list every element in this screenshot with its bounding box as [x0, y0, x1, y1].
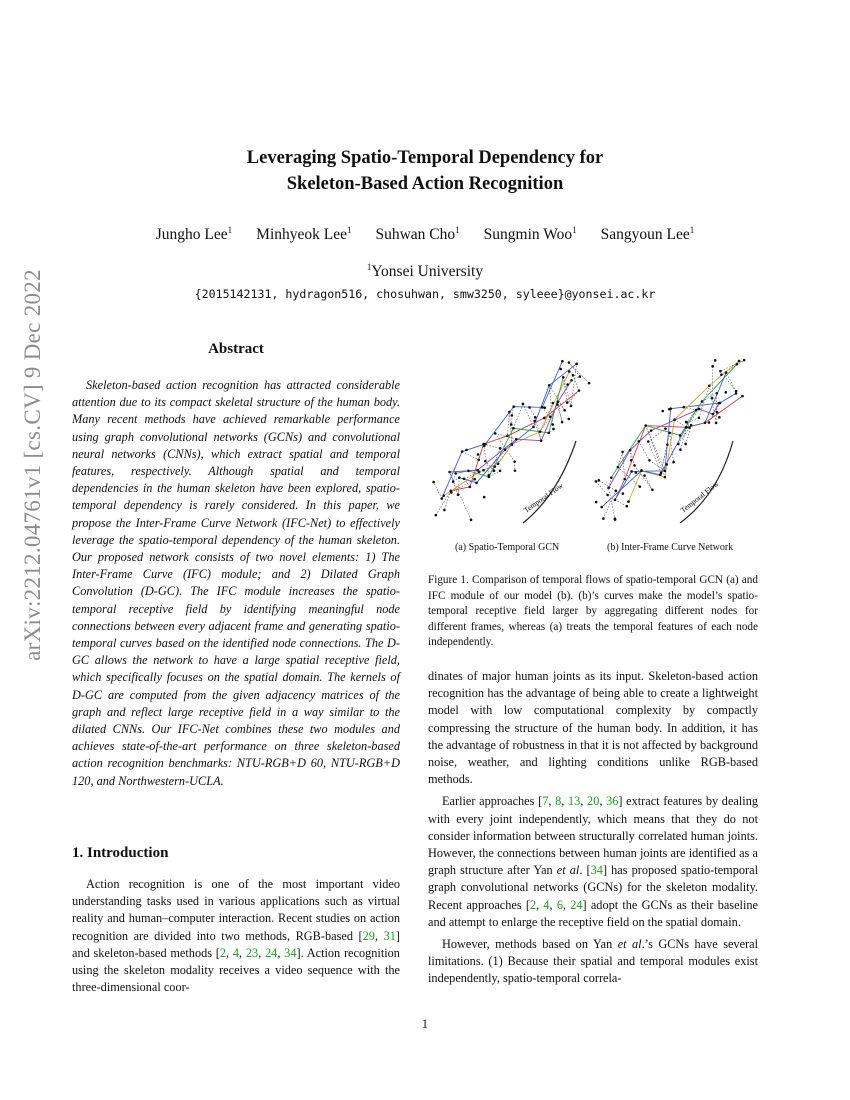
joint-node [473, 478, 476, 481]
joint-node [452, 480, 455, 483]
joint-node [664, 476, 667, 479]
joint-node [724, 391, 727, 394]
joint-node [695, 409, 698, 412]
joint-node [595, 501, 598, 504]
skeleton-bone [434, 482, 442, 498]
joint-node [638, 440, 641, 443]
joint-node [469, 486, 472, 489]
joint-node [454, 472, 457, 475]
arxiv-identifier [8, 255, 58, 675]
joint-node [738, 360, 741, 363]
joint-node [679, 434, 682, 437]
figure-1-caption: Figure 1. Comparison of temporal flows of spatio-temporal GCN (a) and IFC module of our model (b). (b)’s curves make the model’s spatio-temporal receptive field larger by aggregating different nodes for different frames, whereas (a) treats the temporal features of each node independently. [428, 574, 758, 649]
joint-node [539, 430, 542, 433]
joint-node [484, 460, 487, 463]
joint-node [635, 471, 638, 474]
joint-node [610, 476, 613, 479]
joint-node [643, 474, 646, 477]
author-list [0, 225, 850, 244]
joint-node [617, 466, 620, 469]
joint-node [627, 500, 630, 503]
joint-node [630, 470, 633, 473]
joint-node [719, 370, 722, 373]
joint-node [534, 416, 537, 419]
joint-node [578, 389, 581, 392]
joint-node [677, 443, 680, 446]
joint-node [457, 493, 460, 496]
joint-node [465, 449, 468, 452]
joint-node [514, 469, 517, 472]
citation-link[interactable]: 24 [265, 945, 278, 960]
panel-b-skeleton-sequence [595, 359, 746, 521]
joint-node [494, 432, 497, 435]
joint-node [664, 427, 667, 430]
joint-node [741, 395, 744, 398]
joint-node [488, 476, 491, 479]
joint-node [607, 486, 610, 489]
body-paragraph: dinates of major human joints as its input. Skeleton-based action recognition has the advantage of being able to create a lightweight model with low computational complexity by compactly compressing the structure of the human body. In addition, it has the advantage of robustness in that it is not affected by background noise, weather, and lighting conditions unlike RGB-based methods. [428, 669, 758, 787]
skeleton-bone [648, 442, 661, 473]
body-paragraph: However, methods based on Yan et al.’s GCNs have several limitations. (1) Because their spatial and temporal modules exist independently, spatio-temporal correla- [428, 937, 759, 986]
joint-node [711, 397, 714, 400]
joint-node [470, 519, 473, 522]
citation-link[interactable]: 4 [232, 945, 240, 960]
skeleton-bone [571, 364, 577, 406]
temporal-flow-label-b: Temporal Flow [678, 479, 721, 515]
joint-node [621, 451, 624, 454]
joint-node [679, 448, 682, 451]
skeleton-bone [609, 488, 616, 520]
joint-node [598, 479, 601, 482]
joint-node [511, 443, 514, 446]
joint-node [725, 371, 728, 374]
joint-node [566, 401, 569, 404]
author: Sangyoun Lee$^1$ [600, 225, 695, 243]
joint-node [504, 448, 507, 451]
panel-a-skeleton-sequence [432, 360, 590, 521]
joint-node [435, 514, 438, 517]
joint-node [661, 410, 664, 413]
joint-node [458, 476, 461, 479]
subcaption-a: (a) Spatio-Temporal GCN [455, 542, 560, 553]
joint-node [512, 405, 515, 408]
skeleton-bone [635, 465, 653, 489]
joint-node [559, 368, 562, 371]
joint-node [708, 421, 711, 424]
temporal-link [615, 396, 742, 500]
joint-node [557, 400, 560, 403]
joint-node [547, 432, 550, 435]
joint-node [512, 427, 515, 430]
citation-link[interactable]: 36 [606, 794, 619, 809]
skeleton-bone [675, 420, 687, 428]
skeleton-bone [712, 366, 713, 398]
joint-node [570, 405, 573, 408]
joint-node [602, 517, 605, 520]
joint-node [575, 363, 578, 366]
joint-node [568, 370, 571, 373]
citation-link[interactable]: 31 [383, 928, 396, 943]
skeleton-bone [509, 412, 512, 445]
joint-node [648, 459, 651, 462]
skeleton-bone [687, 410, 696, 422]
joint-node [669, 407, 672, 410]
joint-node [511, 414, 514, 417]
joint-node [665, 463, 668, 466]
joint-node [743, 359, 746, 362]
joint-node [510, 423, 513, 426]
skeleton-bone [726, 373, 736, 392]
joint-node [629, 449, 632, 452]
author: Minhyeok Lee$^1$ [256, 225, 352, 243]
author: Jungho Lee$^1$ [155, 225, 233, 243]
joint-node [568, 361, 571, 364]
joint-node [541, 406, 544, 409]
joint-node [711, 365, 714, 368]
skeleton-bone [569, 363, 580, 377]
joint-node [461, 450, 464, 453]
author: Sungmin Woo$^1$ [483, 225, 577, 243]
subcaption-b: (b) Inter-Frame Curve Network [607, 542, 734, 553]
joint-node [698, 408, 701, 411]
joint-node [506, 435, 509, 438]
joint-node [647, 440, 650, 443]
joint-node [448, 471, 451, 474]
joint-node [684, 443, 687, 446]
joint-node [718, 402, 721, 405]
joint-node [595, 480, 598, 483]
citation-link[interactable]: 2 [529, 897, 537, 912]
joint-node [493, 465, 496, 468]
joint-node [588, 382, 591, 385]
arxiv-id-text: arXiv:2212.04761v1 [cs.CV] 9 Dec 2022 [20, 269, 45, 661]
introduction-paragraph: Action recognition is one of the most important video understanding tasks used in various applications such as virtual reality and human–computer interaction. Recent studies on action recognition are divided into two methods, RGB-based [29, 31] and skeleton-based methods [2, 4, 23, 24, 34]. Action recognition using the skeleton modality receives a video sequence with the three-dimensional coor- [72, 877, 400, 995]
citation-link[interactable]: 8 [555, 794, 562, 809]
joint-node [482, 443, 485, 446]
joint-node [551, 423, 554, 426]
skeleton-bone [645, 475, 653, 489]
joint-node [476, 469, 479, 472]
joint-node [499, 447, 502, 450]
joint-node [561, 421, 564, 424]
skeleton-bone [530, 407, 536, 417]
title-line-1: Leveraging Spatio-Temporal Dependency for [246, 148, 604, 168]
joint-node [477, 459, 480, 462]
joint-node [659, 473, 662, 476]
skeleton-bone [507, 412, 509, 436]
joint-node [685, 426, 688, 429]
joint-node [463, 477, 466, 480]
citation-link[interactable]: 23 [245, 945, 259, 960]
affiliation: $^1$Yonsei University [366, 262, 484, 280]
skeleton-bone [630, 450, 631, 460]
joint-node [673, 418, 676, 421]
joint-node [633, 464, 636, 467]
joint-node [513, 460, 516, 463]
joint-node [614, 518, 617, 521]
right-column-text [428, 668, 758, 993]
section-heading-introduction: 1. Introduction [72, 845, 169, 861]
citation-link[interactable]: 20 [587, 794, 600, 809]
joint-node [715, 392, 718, 395]
joint-node [714, 359, 717, 362]
joint-node [440, 497, 443, 500]
joint-node [532, 426, 535, 429]
joint-node [562, 376, 565, 379]
joint-node [682, 406, 685, 409]
joint-node [483, 496, 486, 499]
paper-title [0, 145, 850, 197]
joint-node [614, 499, 617, 502]
citation-link[interactable]: 7 [542, 794, 549, 809]
joint-node [572, 374, 575, 377]
joint-node [650, 429, 653, 432]
temporal-link [609, 403, 719, 488]
joint-node [600, 506, 603, 509]
temporal-link [444, 372, 570, 496]
skeleton-bone [462, 452, 479, 460]
joint-node [528, 406, 531, 409]
joint-node [499, 469, 502, 472]
temporal-flow-label-a: Temporal Flow [521, 480, 565, 515]
joint-node [482, 469, 485, 472]
italic-text: et al [556, 863, 580, 878]
citation-link[interactable]: 34 [284, 945, 297, 960]
joint-node [548, 384, 551, 387]
body-paragraph: Earlier approaches [7, 8, 13, 20, 36] extract features by dealing with every joint independently, which means that they do not consider information between structurally correlated human joints. However, the connections between human joints are identified as a graph structure after Yan et al. [34] has proposed spatio-temporal graph convolutional networks (GCNs) for the skeleton modality. Recent approaches [2, 4, 6, 24] adopt the GCNs as their baseline and attempt to enlarge the receptive field on the spatial domain. [428, 794, 759, 929]
author-emails: {2015142131, hydragon516, chosuhwan, smw3250, syleee}@yonsei.ac.kr [194, 287, 656, 301]
citation-link[interactable]: 6 [556, 897, 563, 912]
joint-node [735, 390, 738, 393]
joint-node [570, 379, 573, 382]
joint-node [552, 428, 555, 431]
joint-node [579, 375, 582, 378]
citation-link[interactable]: 13 [568, 794, 581, 809]
joint-node [666, 443, 669, 446]
joint-node [543, 406, 546, 409]
joint-node [442, 494, 445, 497]
skeleton-bone [603, 491, 616, 519]
joint-node [735, 392, 738, 395]
joint-node [552, 402, 555, 405]
joint-node [563, 409, 566, 412]
joint-node [720, 373, 723, 376]
citation-link[interactable]: 24 [570, 897, 583, 912]
joint-node [701, 400, 704, 403]
joint-node [736, 363, 739, 366]
joint-node [533, 420, 536, 423]
joint-node [515, 438, 518, 441]
skeleton-bone [572, 377, 580, 381]
joint-node [450, 491, 453, 494]
joint-node [467, 470, 470, 473]
abstract-heading: Abstract [208, 341, 264, 357]
joint-node [606, 494, 609, 497]
joint-node [549, 415, 552, 418]
skeleton-bone [599, 480, 616, 490]
joint-node [623, 478, 626, 481]
joint-node [711, 413, 714, 416]
joint-node [443, 509, 446, 512]
joint-node [644, 424, 647, 427]
joint-node [651, 488, 654, 491]
joint-node [663, 470, 666, 473]
citation-link[interactable]: 2 [219, 945, 227, 960]
joint-node [704, 421, 707, 424]
page-number: 1 [421, 1017, 429, 1031]
joint-node [475, 482, 478, 485]
joint-node [540, 439, 543, 442]
figure-1-graphic [428, 345, 758, 545]
joint-node [556, 403, 559, 406]
skeleton-bone [596, 481, 608, 495]
joint-node [561, 360, 564, 363]
joint-node [567, 418, 570, 421]
joint-node [543, 417, 546, 420]
citation-link[interactable]: 29 [362, 928, 375, 943]
joint-node [622, 492, 625, 495]
joint-node [708, 384, 711, 387]
author: Suhwan Cho$^1$ [375, 225, 460, 243]
joint-node [625, 505, 628, 508]
joint-node [672, 461, 675, 464]
joint-node [508, 411, 511, 414]
abstract-text: Skeleton-based action recognition has attracted considerable attention due to its compact skeletal structure of the human body. Many recent methods have achieved remarkable performance using graph convolutional networks (GCNs) and convolutional neural networks (CNNs), which extract spatial and temporal features, respectively. Although spatial and temporal dependencies in the human skeleton have been explored, spatio-temporal dependency is rarely considered. In this paper, we propose the Inter-Frame Curve Network (IFC-Net) to effectively leverage the spatio-temporal dependency of the human skeleton. Our proposed network consists of two novel elements: 1) The Inter-Frame Curve (IFC) module; and 2) Dilated Graph Convolution (D-GC). The IFC module increases the spatio-temporal receptive field by identifying meaningful node connections between every adjacent frame and generating spatio-temporal curves based on the identified node connections. The D-GC allows the network to have a large spatial receptive field, which specifically focuses on the spatial domain. The kernels of D-GC are computed from the given adjacency matrices of the graph and reflect large receptive field in a way similar to the dilated CNNs. Our IFC-Net combines these two modules and achieves state-of-the-art performance on three skeleton-based action recognition benchmarks: NTU-RGB+D 60, NTU-RGB+D 120, and Northwestern-UCLA. [72, 378, 400, 788]
joint-node [640, 469, 643, 472]
skeleton-bone [639, 441, 650, 460]
joint-node [566, 383, 569, 386]
joint-node [630, 459, 633, 462]
figure-1 [428, 345, 758, 560]
joint-node [685, 421, 688, 424]
joint-node [690, 424, 693, 427]
joint-node [688, 426, 691, 429]
joint-node [698, 417, 701, 420]
skeleton-bone [615, 500, 627, 506]
joint-node [477, 453, 480, 456]
joint-node [718, 416, 721, 419]
italic-text: et al [617, 937, 642, 952]
joint-node [615, 490, 618, 493]
joint-node [715, 422, 718, 425]
joint-node [493, 470, 496, 473]
joint-node [716, 411, 719, 414]
citation-link[interactable]: 34 [590, 863, 603, 878]
citation-link[interactable]: 4 [543, 897, 550, 912]
joint-node [432, 481, 435, 484]
joint-node [497, 462, 500, 465]
title-line-2: Skeleton-Based Action Recognition [286, 174, 564, 194]
joint-node [668, 432, 671, 435]
joint-node [638, 485, 641, 488]
joint-node [522, 403, 525, 406]
skeleton-bone [623, 452, 625, 479]
skeleton-bone [513, 404, 523, 428]
